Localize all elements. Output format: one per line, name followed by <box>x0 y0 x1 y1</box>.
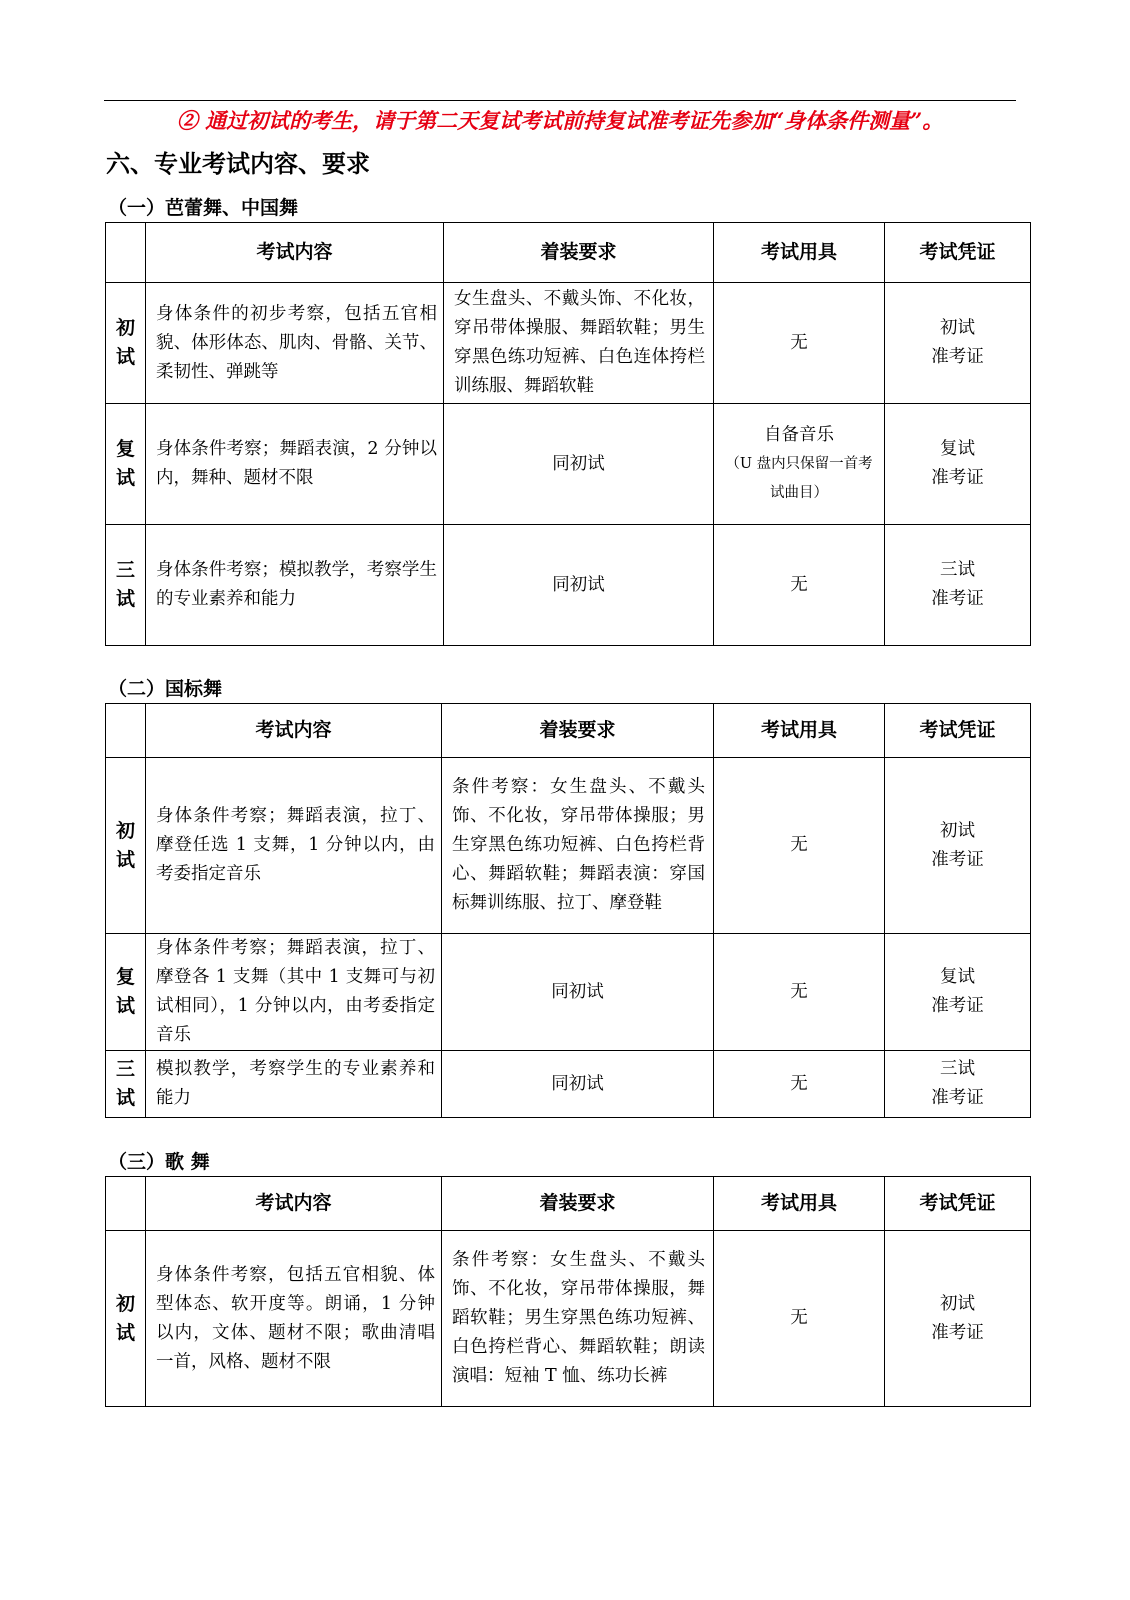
stage-cell: 复 试 <box>106 934 146 1051</box>
credential-cell: 三试 准考证 <box>885 1051 1031 1118</box>
tools-cell: 无 <box>714 1231 885 1407</box>
dress-cell: 女生盘头、不戴头饰、不化妆，穿吊带体操服、舞蹈软鞋；男生穿黑色练功短裤、白色连体挎栏训练服、舞蹈软鞋 <box>444 283 714 404</box>
tools-cell: 无 <box>714 525 885 646</box>
header-content: 考试内容 <box>146 704 442 758</box>
header-content: 考试内容 <box>146 223 444 283</box>
header-blank <box>106 1177 146 1231</box>
content-cell: 身体条件考察；舞蹈表演，拉丁、摩登任选 1 支舞，1 分钟以内，由考委指定音乐 <box>146 758 442 934</box>
content-cell: 身体条件考察；舞蹈表演，2 分钟以内，舞种、题材不限 <box>146 404 444 525</box>
header-tools: 考试用具 <box>714 1177 885 1231</box>
table-row <box>106 934 1031 1051</box>
header-dress: 着装要求 <box>442 1177 714 1231</box>
content-cell: 身体条件考察；舞蹈表演，拉丁、摩登各 1 支舞（其中 1 支舞可与初试相同），1 分钟以内，由考委指定音乐 <box>146 934 442 1051</box>
credential-cell: 复试 准考证 <box>885 934 1031 1051</box>
table-row <box>106 525 1031 646</box>
exam-table-ballroom <box>105 703 1031 1118</box>
tools-cell: 无 <box>714 1051 885 1118</box>
header-dress: 着装要求 <box>442 704 714 758</box>
table-row <box>106 1051 1031 1118</box>
table-row <box>106 1231 1031 1407</box>
exam-table-song-dance <box>105 1176 1031 1407</box>
credential-cell: 复试 准考证 <box>885 404 1031 525</box>
header-blank <box>106 704 146 758</box>
dress-cell: 同初试 <box>442 934 714 1051</box>
dress-cell: 条件考察：女生盘头、不戴头饰、不化妆，穿吊带体操服；男生穿黑色练功短裤、白色挎栏背心、舞蹈软鞋；舞蹈表演：穿国标舞训练服、拉丁、摩登鞋 <box>442 758 714 934</box>
header-content: 考试内容 <box>146 1177 442 1231</box>
section-title: 六、专业考试内容、要求 <box>106 149 370 178</box>
content-cell: 身体条件的初步考察，包括五官相貌、体形体态、肌肉、骨骼、关节、柔韧性、弹跳等 <box>146 283 444 404</box>
table-header-row <box>106 704 1031 758</box>
content-cell: 身体条件考察；模拟教学，考察学生的专业素养和能力 <box>146 525 444 646</box>
header-credential: 考试凭证 <box>885 1177 1031 1231</box>
stage-cell: 三 试 <box>106 525 146 646</box>
table-row <box>106 758 1031 934</box>
dress-cell: 同初试 <box>444 525 714 646</box>
tools-cell: 自备音乐 （U 盘内只保留一首考试曲目） <box>714 404 885 525</box>
header-dress: 着装要求 <box>444 223 714 283</box>
credential-cell: 三试 准考证 <box>885 525 1031 646</box>
exam-table-ballet <box>105 222 1031 646</box>
dress-cell: 同初试 <box>444 404 714 525</box>
header-credential: 考试凭证 <box>885 223 1031 283</box>
table-header-row <box>106 223 1031 283</box>
table3-title: （三）歌 舞 <box>108 1151 210 1173</box>
table-row <box>106 404 1031 525</box>
content-cell: 模拟教学，考察学生的专业素养和能力 <box>146 1051 442 1118</box>
table-row <box>106 283 1031 404</box>
header-credential: 考试凭证 <box>885 704 1031 758</box>
dress-cell: 同初试 <box>442 1051 714 1118</box>
stage-cell: 三 试 <box>106 1051 146 1118</box>
header-blank <box>106 223 146 283</box>
stage-cell: 初 试 <box>106 758 146 934</box>
tools-cell: 无 <box>714 283 885 404</box>
table1-title: （一）芭蕾舞、中国舞 <box>108 197 299 219</box>
header-tools: 考试用具 <box>714 223 885 283</box>
content-cell: 身体条件考察，包括五官相貌、体型体态、软开度等。朗诵，1 分钟以内，文体、题材不限；歌曲清唱一首，风格、题材不限 <box>146 1231 442 1407</box>
table-header-row <box>106 1177 1031 1231</box>
stage-cell: 复 试 <box>106 404 146 525</box>
credential-cell: 初试 准考证 <box>885 1231 1031 1407</box>
tools-cell: 无 <box>714 934 885 1051</box>
tools-cell: 无 <box>714 758 885 934</box>
header-tools: 考试用具 <box>714 704 885 758</box>
notice-text: ② 通过初试的考生，请于第二天复试考试前持复试准考证先参加“身体条件测量”。 <box>176 108 944 133</box>
stage-cell: 初 试 <box>106 1231 146 1407</box>
stage-cell: 初 试 <box>106 283 146 404</box>
header-rule <box>104 100 1016 101</box>
table2-title: （二）国标舞 <box>108 678 223 700</box>
dress-cell: 条件考察：女生盘头、不戴头饰、不化妆，穿吊带体操服，舞蹈软鞋；男生穿黑色练功短裤、白色挎栏背心、舞蹈软鞋；朗读演唱：短袖 T 恤、练功长裤 <box>442 1231 714 1407</box>
credential-cell: 初试 准考证 <box>885 283 1031 404</box>
credential-cell: 初试 准考证 <box>885 758 1031 934</box>
